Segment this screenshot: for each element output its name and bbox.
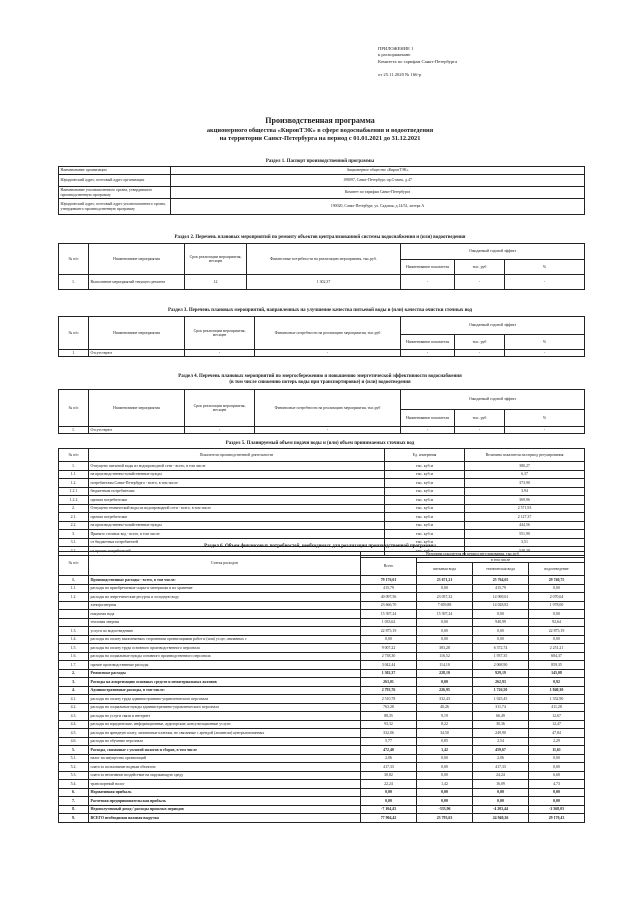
table-row: 5. Расходы, связанные с уплатой налогов и сборов, в том числе 472,40 1,42 459,67 11,61 [59,746,585,755]
s4-header-pct: % [505,410,585,427]
table-row: 2. Ремонтные расходы 1 302,37 228,10 929,19 145,08 [59,669,585,678]
table-row: 1. Выполнение мероприятий текущего ремонта 12 1 302,37 - - - [59,275,585,290]
s5-header-unit: Ед. измерения [385,449,465,462]
table-row: 1.2.1 бюджетным потребителям тыс. куб.м 3,94 [59,487,585,496]
table-row: 3.2. от прочих потребителей тыс. куб.м 548,39 [59,547,585,556]
passport-row: Наименование организации Акционерное общество «КировТЭК» [59,167,585,175]
s6-header-incl: в том числе [417,557,585,563]
s2-header-num: № п/п [59,244,89,275]
document-subtitle [110,127,530,143]
table-row: электроэнергия 23 666,70 7 659,88 14 028,82 1 978,00 [59,601,585,610]
section-5-heading: Раздел 5. Планируемый объем подачи воды и (или) объем принимаемых сточных вод [225,441,415,446]
s3-header-fin: Финансовые потребности на реализацию мероприятия, тыс.руб [255,317,401,350]
s2-header-term: Срок реализации мероприятия, месяцев [185,244,247,275]
s3-header-num: № п/п [59,317,89,350]
s2-header-rub: тыс. руб [455,260,505,275]
table-row: 3. Расходы на амортизацию основных средств и нематериальных активов 263,01 0,00 262,93 0,92 [59,678,585,687]
section-1-heading: Раздел 1. Паспорт производственной программы [265,159,375,164]
quality-table [58,316,585,357]
table-row: 1.7. прочие производственные расходы 3 042,44 114,10 2 068,90 859,35 [59,661,585,670]
finance-table [58,551,585,823]
passport-row: Наименование уполномоченного органа, утвердившего производственную программу Комитет по тарифам Санкт-Петербурга [59,187,585,199]
table-row: 8. Недополученный доход / расходы прошлых периодов -7 104,43 -333,96 -4 203,44 -2 568,03 [59,805,585,814]
table-row: 1.1. на производственно-хозяйственные нужды тыс. куб.м 6,37 [59,470,585,479]
s6-header-total: Всего [361,557,417,576]
table-row: 1. Производственные расходы - всего, в том числе: 79 176,61 23 671,21 25 764,65 29 740,75 [59,576,585,585]
passport-row: Юридический адрес, почтовый адрес уполномоченного органа, утвердившего производственную программу 190020, Санкт-Петербург, ул. Садовая, д.14/52, литера А [59,199,585,215]
appendix-line-1: ПРИЛОЖЕНИЕ 1 [378,46,414,51]
table-row: 1. Отсутствуют - - - - - [59,427,585,434]
table-row: 4.6. расходы на обучение персонала 5,77 0,85 2,54 2,29 [59,737,585,746]
appendix-block [378,46,578,79]
table-row: 1.2.2 прочим потребителям тыс. куб.м 369,96 [59,496,585,505]
document-title: Производственная программа [265,116,375,125]
table-row: 2. Отпущено технической воды из водопроводной сети - всего, в том числе тыс. куб.м 2 571,93 [59,504,585,513]
s5-header-name: Показатели производственной деятельности [89,449,385,462]
table-row: 1.1. расходы на приобретаемые сырье и материалы и их хранение 415,79 0,00 415,79 0,00 [59,584,585,593]
repair-table [58,243,585,290]
table-row: 1.2. потребителям Санкт-Петербурга - всего, в том числе тыс. куб.м 373,90 [59,479,585,488]
table-row: 1.3. услуги по водоотведению 22 875,19 0,00 0,00 22 875,19 [59,627,585,636]
table-row: 1.2. расходы на энергетические ресурсы и холодную воду 40 097,56 23 057,32 14 969,61 2 070,64 [59,593,585,602]
section-2-heading: Раздел 2. Перечень плановых мероприятий по ремонту объектов централизованной системы водоснабжения и (или) водоотведения [174,235,466,240]
s3-header-pct: % [505,335,585,350]
s6-header-num: № п/п [59,552,89,576]
table-row: 1. Отпущено питьевой воды из водопроводной сети - всего, в том числе тыс. куб.м 380,27 [59,462,585,471]
s5-header-value: Величина показателя на период регулирования [465,449,585,462]
table-row: 5.1. налог на имущество организаций 2,06 0,00 2,06 0,00 [59,754,585,763]
s4-header-fin: Финансовые потребности на реализацию мероприятия, тыс.руб [255,390,401,427]
volume-table [58,448,585,556]
s6-header-drink: питьевая вода [417,563,473,576]
table-row: 3. Принято сточных вод - всего, в том числе: тыс. куб.м 551,90 [59,530,585,539]
table-row: 3.1. от бюджетных потребителей тыс. куб.м 3,51 [59,538,585,547]
appendix-line-3: Комитета по тарифам Санкт-Петербурга [378,58,458,64]
table-row: 4.3. расходы на услуги связи и интернет 88,35 9,19 66,49 12,67 [59,712,585,721]
table-row: 5.3. плата за негативное воздействие на окружающую среду 30,82 0,00 24,24 6,68 [59,771,585,780]
s3-header-effect: Ожидаемый годовой эффект [401,317,585,335]
s4-header-rub: тыс. руб [455,410,505,427]
table-row: 4.1. расходы на оплату труда административно-управленческого персонала 2 510,78 332,43 1 025,45 1 352,90 [59,695,585,704]
table-row: покупная вода 15 397,24 15 397,24 0,00 0,00 [59,610,585,619]
table-row: 5.4. транспортный налог 22,24 1,42 16,09 4,73 [59,780,585,789]
table-row: тепловая энергия 1 033,62 0,00 940,99 92,64 [59,618,585,627]
table-row: 4.4. расходы на юридические, информационные, аудиторские, консультационные услуги 93,32 8,22 30,36 12,47 [59,720,585,729]
passport-table [58,166,585,215]
table-row: 5.2. плата за пользование водным объектом 417,33 0,00 417,33 0,00 [59,763,585,772]
table-row: 1.5. расходы на оплату труда основного производственного персонала 9 007,22 383,28 6 372,74 2 251,21 [59,644,585,653]
s2-header-name: Наименование мероприятия [89,244,185,275]
s2-header-fin: Финансовые потребности на реализацию мероприятия, тыс.руб. [247,244,401,275]
subtitle-line-1: акционерного общества «КировТЭК» в сфере водоснабжения и водоотведения [206,127,434,134]
s3-header-rub: тыс. руб [455,335,505,350]
section-4-heading-line-2: (в том числе снижению потерь воды при транспортировке) и (или) водоотведения [229,380,411,385]
appendix-line-2: к распоряжению [378,52,411,58]
subtitle-line-2: на территории Санкт-Петербурга на период с 01.01.2021 до 31.12.2021 [219,135,421,142]
s3-header-term: Срок реализации мероприятия, месяцев [185,317,255,350]
table-row: 2.1. прочим потребителям тыс. куб.м 2 127,37 [59,513,585,522]
section-3-heading: Раздел 3. Перечень плановых мероприятий, направленных на улучшение качества питьевой воды и (или) качества очистки сточных вод [168,308,472,313]
table-row: 4.5. расходы на арендную плату, лизинговые платежи, не связанные с арендой (лизингом) централизованных 332,06 34,50 249,90 47,84 [59,729,585,738]
s4-header-num: № п/п [59,390,89,427]
s2-header-pct: % [505,260,585,275]
table-row: 7. Расчетная предпринимательская прибыль 0,00 0,00 0,00 0,00 [59,797,585,806]
passport-row: Юридический адрес, почтовый адрес организации 198097, Санкт-Петербург, пр.Стачек, д.47 [59,175,585,187]
s4-header-effect: Ожидаемый годовой эффект [401,390,585,410]
s2-header-effect: Ожидаемый годовой эффект [401,244,585,260]
table-row: 4. Административные расходы, в том числе: 2 793,76 226,95 1 726,50 1 840,30 [59,686,585,695]
s6-header-waste: водоотведение [529,563,585,576]
appendix-line-4: от 25.11.2020 № 166-р [378,72,422,78]
s6-header-tech: техническая вода [473,563,529,576]
table-row: 6. Нормативная прибыль 0,00 0,00 0,00 0,00 [59,788,585,797]
section-4-heading-line-1: Раздел 4. Перечень плановых мероприятий по энергосбережению и повышению энергетической эффективности водоснабжения [178,374,462,379]
energy-table [58,389,585,434]
s6-header-group: Величина показателя на период регулирования, тыс.руб [361,552,585,558]
section-4-heading [56,374,584,386]
table-row: 4.2. расходы на социальные нужды административно-управленческого персонала 763,28 40,26 311,74 411,28 [59,703,585,712]
s2-header-indicator: Наименование показателя [401,260,455,275]
table-row: 9. ВСЕГО необходимая валовая выручка 77 904,42 23 793,63 24 940,26 29 170,43 [59,814,585,823]
table-row: 1.6. расходы на социальные нужды основного производственного персонала 2 738,30 116,52 1 937,35 684,37 [59,652,585,661]
s4-header-name: Наименование мероприятия [89,390,185,427]
s6-header-name: Статья расходов [89,552,361,576]
s4-header-term: Срок реализации мероприятия, месяцев [185,390,255,427]
table-row: 1.4. расходы на оплату выполняемых сторонними организациями работ и (или) услуг, связанных с 0,00 0,00 0,00 0,00 [59,635,585,644]
s4-header-indicator: Наименование показателя [401,410,455,427]
section-6-heading: Раздел 6. Объем финансовых потребностей, необходимых для реализации производственной программы [204,544,436,549]
s5-header-num: № п/п [59,449,89,462]
table-row: 2.2. на производственно-хозяйственные нужды тыс. куб.м 444,56 [59,521,585,530]
s3-header-indicator: Наименование показателя [401,335,455,350]
s3-header-name: Наименование мероприятия [89,317,185,350]
table-row: 1 Отсутствуют - - - - - [59,350,585,357]
